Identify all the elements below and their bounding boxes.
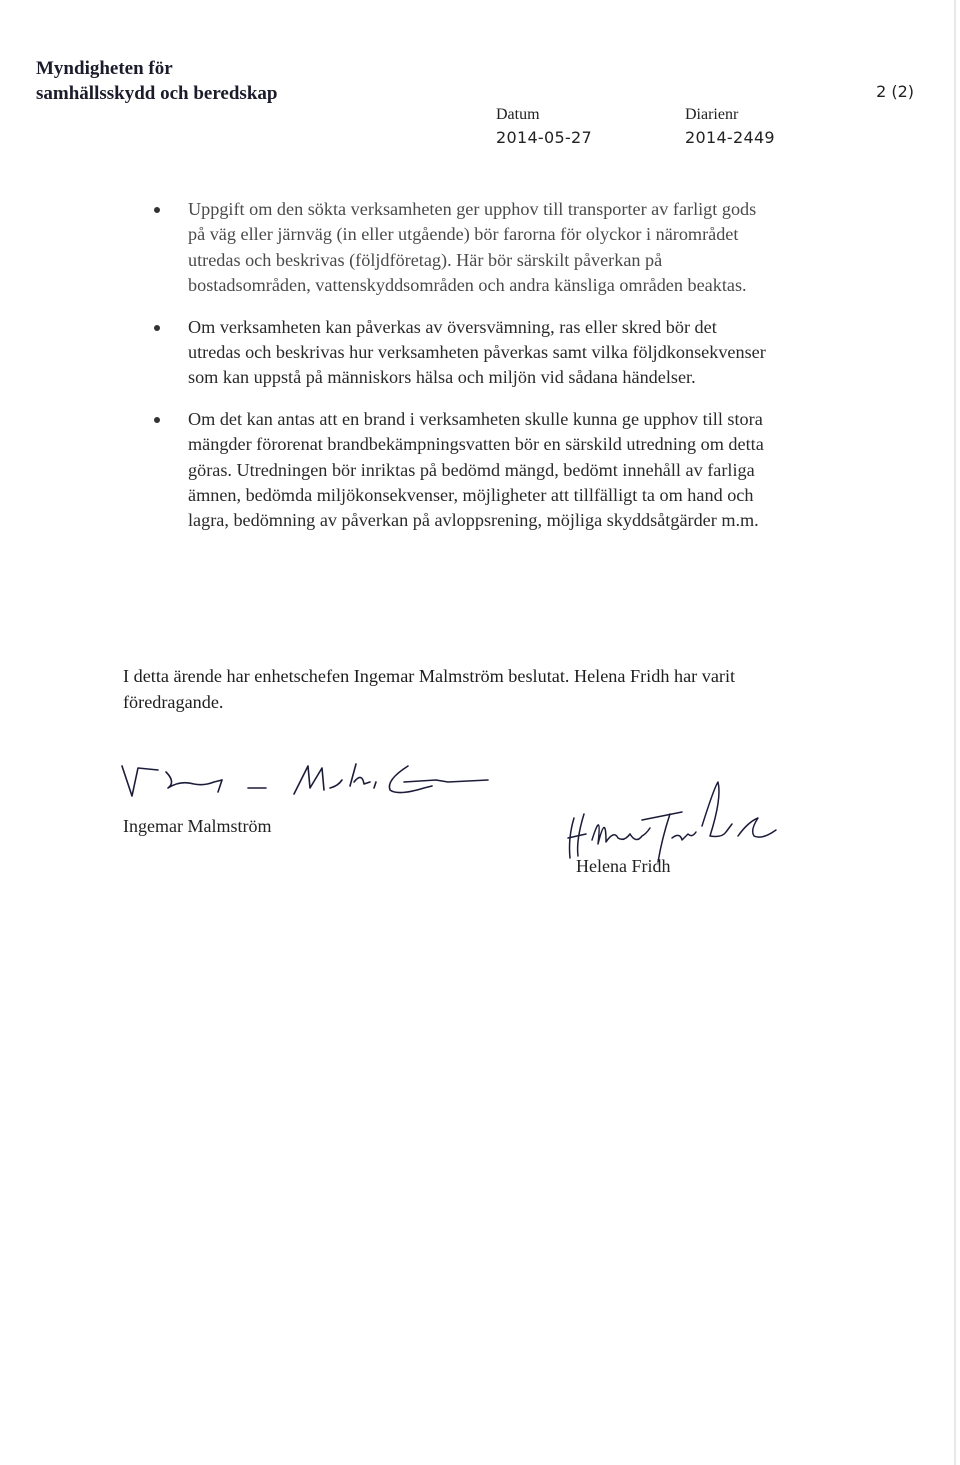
- signer-name-1: Ingemar Malmström: [123, 816, 272, 836]
- requirements-list: [152, 197, 772, 550]
- bullet-icon: [154, 417, 160, 423]
- date-value: 2014-05-27: [496, 128, 592, 147]
- signer-name-2: Helena Fridh: [576, 856, 671, 876]
- diary-number-value: 2014-2449: [685, 128, 775, 147]
- page-number: 2 (2): [876, 82, 914, 101]
- list-item-text: Om det kan antas att en brand i verksamheten skulle kunna ge upphov till stora mängder förorenat brandbekämpningsvatten bör en särskild utredning om detta göras. Utredningen bör inriktas på bedömd mängd, bedömt innehåll av farliga ämnen, bedömda miljökonsekvenser, möjligheter att tillfälligt ta om hand och lagra, bedömning av påverkan på avloppsrening, möjliga skyddsåtgärder m.m.: [188, 408, 764, 531]
- date-label: Datum: [496, 106, 540, 123]
- scan-edge: [954, 0, 956, 1465]
- diary-number-label: Diarienr: [685, 106, 739, 123]
- list-item: [152, 315, 772, 391]
- list-item: [152, 197, 772, 299]
- organization-name: [36, 56, 277, 106]
- decision-statement: I detta ärende har enhetschefen Ingemar Malmström beslutat. Helena Fridh har varit föredragande.: [123, 666, 736, 712]
- org-line-2: samhällsskydd och beredskap: [36, 83, 278, 104]
- diary-number-block: [685, 105, 775, 148]
- bullet-icon: [154, 325, 160, 331]
- bullet-icon: [154, 207, 160, 213]
- date-block: [496, 105, 592, 148]
- org-line-1: Myndigheten för: [36, 58, 173, 79]
- list-item-text: Om verksamheten kan påverkas av översvämning, ras eller skred bör det utredas och beskrivas hur verksamheten påverkas samt vilka följdkonsekvenser som kan uppstå på människors hälsa och miljön vid sådana händelser.: [188, 316, 766, 388]
- list-item: [152, 407, 772, 534]
- list-item-text: Uppgift om den sökta verksamheten ger upphov till transporter av farligt gods på väg eller järnväg (in eller utgående) bör farorna för olyckor i närområdet utredas och beskrivas (följdföretag). Här bör särskilt påverkan på bostadsområden, vattenskyddsområden och andra känsliga områden beaktas.: [188, 199, 757, 296]
